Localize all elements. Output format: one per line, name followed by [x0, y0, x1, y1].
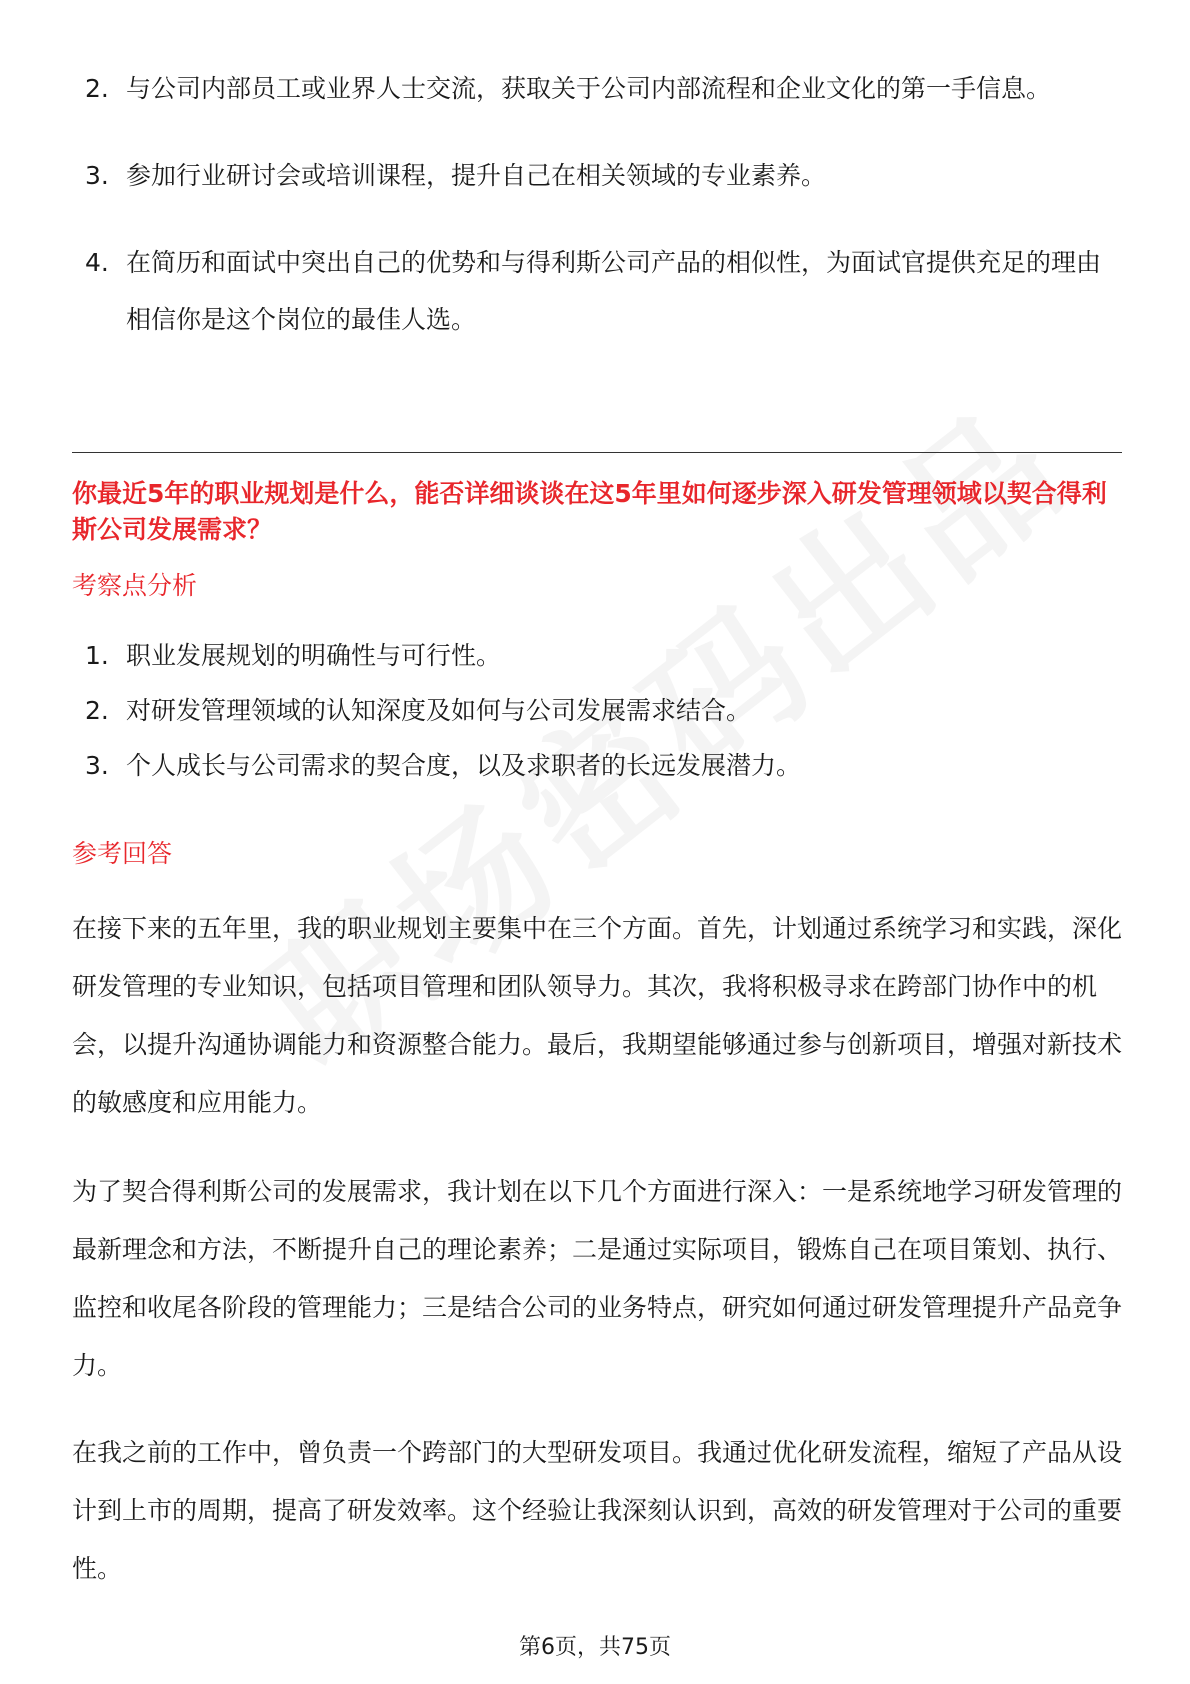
page-number: 第6页，共75页: [519, 1635, 671, 1660]
list-item: 4. 在简历和面试中突出自己的优势和与得利斯公司产品的相似性，为面试官提供充足的理由相信你是这个岗位的最佳人选。: [85, 248, 1102, 334]
list-item: 2. 对研发管理领域的认知深度及如何与公司发展需求结合。: [85, 696, 752, 725]
list-item: 1. 职业发展规划的明确性与可行性。: [85, 641, 502, 670]
analysis-heading: 考察点分析: [72, 571, 198, 600]
list-item: 3. 个人成长与公司需求的契合度，以及求职者的长远发展潜力。: [85, 751, 802, 780]
analysis-list: [72, 638, 1122, 803]
answer-heading: 参考回答: [72, 839, 173, 868]
answer-paragraph: 为了契合得利斯公司的发展需求，我计划在以下几个方面进行深入：一是系统地学习研发管理的最新理念和方法，不断提升自己的理论素养；二是通过实际项目，锻炼自己在项目策划、执行、监控和收尾各阶段的管理能力；三是结合公司的业务特点，研究如何通过研发管理提升产品竞争力。: [72, 1177, 1123, 1380]
list-item: 2. 与公司内部员工或业界人士交流，获取关于公司内部流程和企业文化的第一手信息。: [85, 74, 1052, 103]
question-heading: 你最近5年的职业规划是什么，能否详细谈谈在这5年里如何逐步深入研发管理领域以契合得利斯公司发展需求？: [72, 479, 1107, 544]
answer-paragraph: 在我之前的工作中，曾负责一个跨部门的大型研发项目。我通过优化研发流程，缩短了产品从设计到上市的周期，提高了研发效率。这个经验让我深刻认识到，高效的研发管理对于公司的重要性。: [72, 1438, 1123, 1583]
section-divider: [72, 452, 1122, 453]
list-item: 3. 参加行业研讨会或培训课程，提升自己在相关领域的专业素养。: [85, 161, 827, 190]
answer-paragraph: 在接下来的五年里，我的职业规划主要集中在三个方面。首先，计划通过系统学习和实践，深化研发管理的专业知识，包括项目管理和团队领导力。其次，我将积极寻求在跨部门协作中的机会，以提升沟通协调能力和资源整合能力。最后，我期望能够通过参与创新项目，增强对新技术的敏感度和应用能力。: [72, 914, 1123, 1117]
tips-list: [72, 60, 1122, 378]
